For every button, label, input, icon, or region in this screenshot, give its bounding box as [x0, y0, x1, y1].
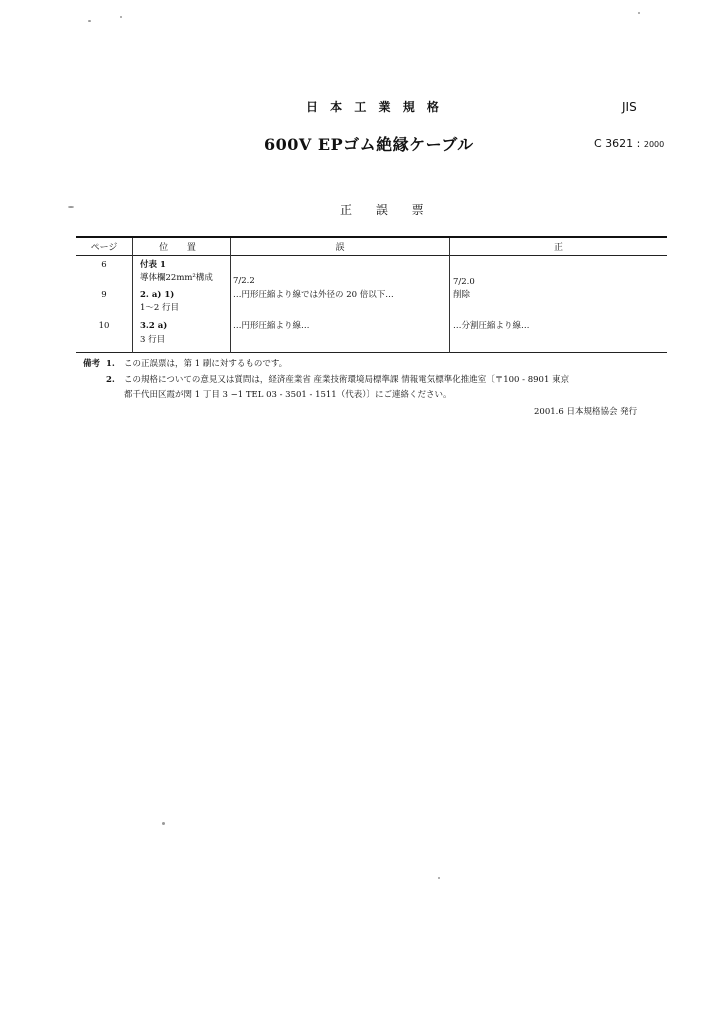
row-position-line: 導体欄22mm²構成	[140, 273, 213, 283]
standard-year: 2000	[643, 140, 665, 149]
table-column-divider	[449, 238, 450, 353]
row-position-line: 3.2 a)	[140, 321, 168, 331]
standard-number	[594, 137, 664, 150]
row-position-line: 1〜2 行目	[140, 303, 180, 313]
remark-number: 1.	[106, 359, 115, 369]
table-bottom-rule	[76, 352, 667, 353]
row-wrong-line: …円形圧縮より線…	[233, 321, 310, 331]
row-position-line: 2. a) 1)	[140, 290, 175, 300]
row-position-line: 付表 1	[140, 260, 166, 270]
remarks-label: 備考	[83, 359, 101, 369]
issue-line: 2001.6 日本規格協会 発行	[534, 407, 638, 417]
year-separator: :	[633, 137, 644, 150]
remark-text: この正誤票は，第 1 刷に対するものです。	[124, 359, 288, 369]
scan-speck	[438, 877, 440, 879]
row-right-line: 7/2.0	[453, 277, 475, 287]
remark-text: この規格についての意見又は質問は，経済産業省 産業技術環境局標準課 情報電気標準化推進室〔〒100 - 8901 東京	[124, 375, 570, 385]
row-wrong-line: …円形圧縮より線では外径の 20 倍以下…	[233, 290, 394, 300]
row-page: 10	[98, 321, 110, 331]
row-page: 9	[101, 290, 107, 300]
row-wrong-line: 7/2.2	[233, 276, 255, 286]
header-right: 正	[553, 243, 563, 253]
header-position: 位 置	[159, 243, 204, 253]
errata-table	[76, 236, 667, 353]
remark-number: 2.	[106, 375, 115, 385]
jis-mark: JIS	[622, 100, 637, 114]
scan-speck	[88, 20, 91, 22]
header-wrong: 誤	[335, 243, 345, 253]
standard-title: 600V EPゴム絶縁ケーブル	[264, 135, 474, 154]
row-right-line: 削除	[453, 290, 471, 300]
table-header-rule	[76, 255, 667, 256]
table-column-divider	[230, 238, 231, 353]
row-right-line: …分割圧縮より線…	[453, 321, 530, 331]
standard-series-label: 日 本 工 業 規 格	[306, 100, 443, 114]
errata-title: 正 誤 票	[340, 203, 434, 217]
scan-speck	[638, 12, 640, 14]
remark-text-continued: 都千代田区霞が関 1 丁目 3 −1 TEL 03 - 3501 - 1511（代表）〕にご連絡ください。	[124, 390, 452, 400]
row-position-line: 3 行目	[140, 335, 166, 345]
table-top-rule	[76, 236, 667, 238]
standard-code: C 3621	[594, 137, 634, 150]
row-page: 6	[101, 260, 107, 270]
table-column-divider	[132, 238, 133, 353]
scan-speck	[68, 206, 74, 208]
scan-speck	[120, 16, 122, 18]
scan-speck	[162, 822, 165, 825]
header-page: ページ	[90, 243, 118, 253]
